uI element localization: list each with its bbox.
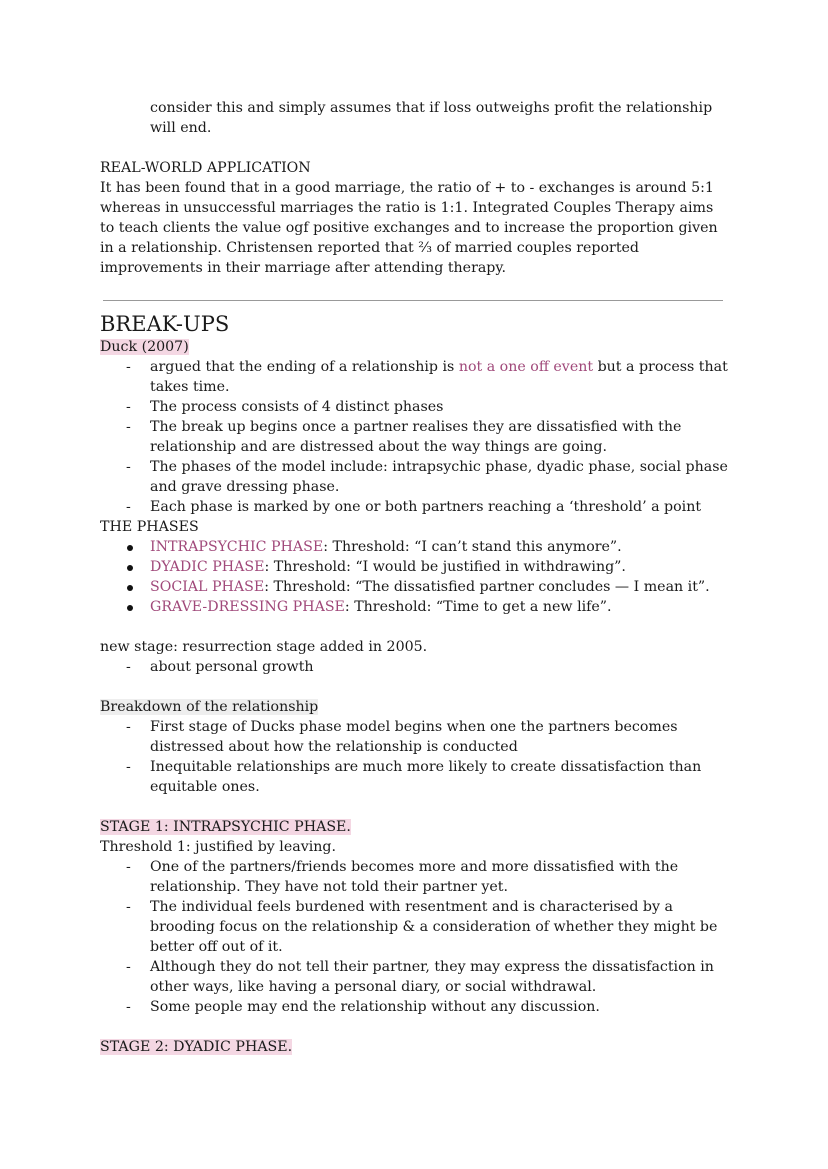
source-citation: Duck (2007) xyxy=(100,339,189,355)
stage1-heading: STAGE 1: INTRAPSYCHIC PHASE. xyxy=(100,819,351,835)
list-item: - argued that the ending of a relationship is not a one off event but a process that takes time. xyxy=(100,357,730,397)
list-item: - about personal growth xyxy=(100,657,730,677)
highlighted-phrase: not a one off event xyxy=(458,359,594,375)
phase-item: SOCIAL PHASE: Threshold: “The dissatisfied partner concludes — I mean it”. xyxy=(100,577,730,597)
document-content xyxy=(100,98,730,1057)
list-item: - The break up begins once a partner realises they are dissatisfied with the relationship and are distressed about the way things are going. xyxy=(100,417,730,457)
phase-item: DYADIC PHASE: Threshold: “I would be justified in withdrawing”. xyxy=(100,557,730,577)
stage1-threshold: Threshold 1: justified by leaving. xyxy=(100,839,336,855)
list-item: - Although they do not tell their partner, they may express the dissatisfaction in other ways, like having a personal diary, or social withdrawal. xyxy=(100,957,730,997)
phase-item: GRAVE-DRESSING PHASE: Threshold: “Time to get a new life”. xyxy=(100,597,730,617)
list-item: - First stage of Ducks phase model begins when one the partners becomes distressed about how the relationship is conducted xyxy=(100,717,730,757)
list-item: - The process consists of 4 distinct phases xyxy=(100,397,730,417)
section-title: BREAK-UPS xyxy=(100,312,230,336)
breakdown-heading: Breakdown of the relationship xyxy=(100,699,319,715)
phase-item: INTRAPSYCHIC PHASE: Threshold: “I can’t stand this anymore”. xyxy=(100,537,730,557)
phases-heading: THE PHASES xyxy=(100,519,199,535)
phases-list xyxy=(100,537,730,617)
list-item: - Each phase is marked by one or both partners reaching a ‘threshold’ a point xyxy=(100,497,730,517)
list-item: - The phases of the model include: intrapsychic phase, dyadic phase, social phase and grave dressing phase. xyxy=(100,457,730,497)
list-item: - Inequitable relationships are much more likely to create dissatisfaction than equitable ones. xyxy=(100,757,730,797)
rwa-heading: REAL-WORLD APPLICATION xyxy=(100,160,311,176)
list-item: - One of the partners/friends becomes more and more dissatisfied with the relationship. They have not told their partner yet. xyxy=(100,857,730,897)
horizontal-divider xyxy=(103,300,723,301)
breakups-list xyxy=(100,357,730,517)
stage2-heading: STAGE 2: DYADIC PHASE. xyxy=(100,1039,293,1055)
intro-paragraph: consider this and simply assumes that if loss outweighs profit the relationship will end. xyxy=(150,100,713,136)
new-stage-text: new stage: resurrection stage added in 2005. xyxy=(100,639,428,655)
list-item: - The individual feels burdened with resentment and is characterised by a brooding focus on the relationship & a consideration of whether they might be better off out of it. xyxy=(100,897,730,957)
rwa-paragraph: It has been found that in a good marriage, the ratio of + to - exchanges is around 5:1 whereas in unsuccessful marriages the ratio is 1:1. Integrated Couples Therapy aims to teach clients the value ogf positive exchanges and to increase the proportion given in a relationship. Christensen reported that ⅔ of married couples reported improvements in their marriage after attending therapy. xyxy=(100,180,718,276)
list-item: - Some people may end the relationship without any discussion. xyxy=(100,997,730,1017)
